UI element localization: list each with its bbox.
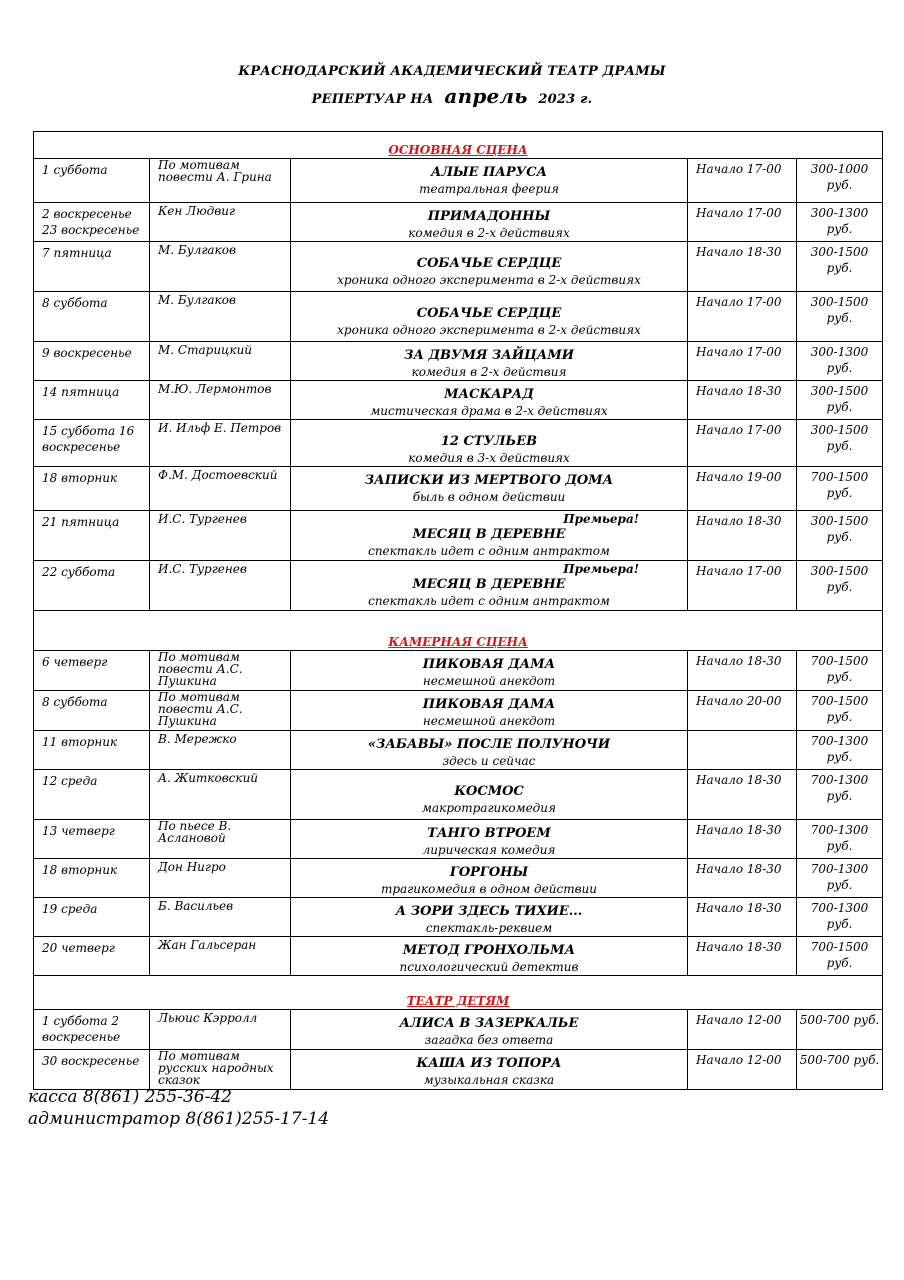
performance-date: 20 четверг: [34, 937, 150, 976]
author: М. Булгаков: [150, 292, 291, 342]
performance-cell: [291, 342, 688, 381]
performance-date: 13 четверг: [34, 820, 150, 859]
table-row: [34, 770, 883, 820]
performance-genre: мистическая драма в 2-х действиях: [370, 404, 608, 418]
start-time: Начало 12-00: [688, 1050, 797, 1090]
performance-date: 11 вторник: [34, 731, 150, 770]
performance-cell: [291, 820, 688, 859]
start-time: Начало 18-30: [688, 898, 797, 937]
performance-date: 1 суббота 2 воскресенье: [34, 1010, 150, 1050]
performance-title: СОБАЧЬЕ СЕРДЦЕ: [416, 306, 562, 321]
performance-title: МАСКАРАД: [444, 387, 534, 402]
performance-genre: лирическая комедия: [422, 843, 556, 857]
performance-date: 15 суббота 16 воскресенье: [34, 420, 150, 467]
performance-genre: музыкальная сказка: [423, 1073, 555, 1087]
performance-date: 8 суббота: [34, 691, 150, 731]
ticket-price: 300-1500 руб.: [797, 292, 883, 342]
author: И.С. Тургенев: [150, 561, 291, 611]
performance-title: ГОРГОНЫ: [449, 865, 529, 880]
performance-cell: [291, 731, 688, 770]
performance-title: «ЗАБАВЫ» ПОСЛЕ ПОЛУНОЧИ: [367, 737, 611, 752]
performance-genre: комедия в 2-х действиях: [408, 226, 570, 240]
performance-title: ЗАПИСКИ ИЗ МЕРТВОГО ДОМА: [364, 473, 614, 488]
performance-title: ТАНГО ВТРОЕМ: [427, 826, 551, 841]
ticket-price: 300-1300 руб.: [797, 203, 883, 242]
performance-genre: хроника одного эксперимента в 2-х действиях: [337, 273, 641, 287]
administrator-phone: администратор 8(861)255-17-14: [28, 1109, 330, 1129]
performance-date: 14 пятница: [34, 381, 150, 420]
table-row: [34, 859, 883, 898]
ticket-price: 300-1300 руб.: [797, 342, 883, 381]
performance-date: 6 четверг: [34, 651, 150, 691]
section-title: КАМЕРНАЯ СЦЕНА: [34, 611, 883, 651]
start-time: Начало 17-00: [688, 203, 797, 242]
author: Ф.М. Достоевский: [150, 467, 291, 511]
author: Дон Нигро: [150, 859, 291, 898]
start-time: Начало 19-00: [688, 467, 797, 511]
performance-genre: несмешной анекдот: [422, 714, 556, 728]
author: М.Ю. Лермонтов: [150, 381, 291, 420]
performance-date: 1 суббота: [34, 159, 150, 203]
ticket-price: 700-1300 руб.: [797, 731, 883, 770]
performance-title: А ЗОРИ ЗДЕСЬ ТИХИЕ...: [395, 904, 583, 919]
table-row: [34, 1010, 883, 1050]
performance-cell: [291, 691, 688, 731]
repertoire-year: 2023 г.: [538, 92, 593, 107]
start-time: Начало 18-30: [688, 242, 797, 292]
performance-cell: [291, 898, 688, 937]
performance-genre: быль в одном действии: [412, 490, 566, 504]
performance-title: КОСМОС: [454, 784, 524, 799]
performance-genre: спектакль идет с одним антрактом: [368, 594, 610, 608]
start-time: Начало 20-00: [688, 691, 797, 731]
author: Кен Людвиг: [150, 203, 291, 242]
author: По мотивам повести А.С. Пушкина: [150, 651, 291, 691]
start-time: Начало 12-00: [688, 1010, 797, 1050]
table-row: [34, 467, 883, 511]
start-time: Начало 17-00: [688, 292, 797, 342]
performance-cell: [291, 651, 688, 691]
table-row: [34, 937, 883, 976]
performance-title: АЛЫЕ ПАРУСА: [430, 165, 548, 180]
start-time: Начало 18-30: [688, 937, 797, 976]
author: М. Старицкий: [150, 342, 291, 381]
performance-genre: загадка без ответа: [424, 1033, 554, 1047]
performance-title: МЕСЯЦ В ДЕРЕВНЕ: [412, 527, 566, 542]
performance-genre: трагикомедия в одном действии: [380, 882, 598, 896]
table-row: [34, 731, 883, 770]
table-row: [34, 691, 883, 731]
repertoire-heading: [0, 84, 904, 108]
performance-date: 2 воскресенье 23 воскресенье: [34, 203, 150, 242]
section-header-row: [34, 976, 883, 1010]
performance-cell: [291, 770, 688, 820]
table-row: [34, 242, 883, 292]
start-time: Начало 18-30: [688, 381, 797, 420]
performance-date: 7 пятница: [34, 242, 150, 292]
performance-genre: макротрагикомедия: [422, 801, 556, 815]
ticket-price: 700-1300 руб.: [797, 770, 883, 820]
ticket-price: 300-1500 руб.: [797, 242, 883, 292]
performance-cell: [291, 937, 688, 976]
start-time: Начало 18-30: [688, 859, 797, 898]
performance-genre: хроника одного эксперимента в 2-х действиях: [337, 323, 641, 337]
performance-title: МЕТОД ГРОНХОЛЬМА: [402, 943, 576, 958]
table-row: [34, 342, 883, 381]
performance-title: АЛИСА В ЗАЗЕРКАЛЬЕ: [399, 1016, 579, 1031]
performance-date: 22 суббота: [34, 561, 150, 611]
performance-title: СОБАЧЬЕ СЕРДЦЕ: [416, 256, 562, 271]
author: В. Мережко: [150, 731, 291, 770]
author: По пьесе В. Аслановой: [150, 820, 291, 859]
performance-cell: [291, 561, 688, 611]
ticket-price: 700-1500 руб.: [797, 651, 883, 691]
start-time: Начало 18-30: [688, 651, 797, 691]
premiere-badge: Премьера!: [563, 562, 639, 576]
performance-genre: комедия в 3-х действиях: [408, 451, 570, 465]
performance-genre: спектакль-реквием: [425, 921, 553, 935]
table-row: [34, 381, 883, 420]
performance-date: 30 воскресенье: [34, 1050, 150, 1090]
author: М. Булгаков: [150, 242, 291, 292]
performance-date: 9 воскресенье: [34, 342, 150, 381]
performance-title: ПИКОВАЯ ДАМА: [422, 657, 556, 672]
ticket-price: 700-1300 руб.: [797, 820, 883, 859]
ticket-price: 300-1500 руб.: [797, 420, 883, 467]
performance-cell: [291, 242, 688, 292]
author: По мотивам повести А.С. Пушкина: [150, 691, 291, 731]
ticket-price: 300-1500 руб.: [797, 511, 883, 561]
ticket-price: 700-1500 руб.: [797, 937, 883, 976]
section-header-row: [34, 611, 883, 651]
table-row: [34, 898, 883, 937]
performance-cell: [291, 159, 688, 203]
box-office-phone: касса 8(861) 255-36-42: [28, 1087, 232, 1107]
start-time: Начало 17-00: [688, 159, 797, 203]
performance-genre: несмешной анекдот: [422, 674, 556, 688]
author: По мотивам русских народных сказок: [150, 1050, 291, 1090]
start-time: Начало 17-00: [688, 342, 797, 381]
performance-title: ЗА ДВУМЯ ЗАЙЦАМИ: [403, 348, 575, 363]
table-row: [34, 420, 883, 467]
premiere-badge: Премьера!: [563, 512, 639, 526]
author: И.С. Тургенев: [150, 511, 291, 561]
table-row: [34, 1050, 883, 1090]
ticket-price: 300-1500 руб.: [797, 381, 883, 420]
start-time: Начало 18-30: [688, 770, 797, 820]
table-row: [34, 159, 883, 203]
performance-cell: [291, 420, 688, 467]
performance-genre: театральная феерия: [419, 182, 559, 196]
performance-title: 12 СТУЛЬЕВ: [440, 434, 538, 449]
ticket-price: 300-1000 руб.: [797, 159, 883, 203]
table-row: [34, 820, 883, 859]
performance-title: КАША ИЗ ТОПОРА: [416, 1056, 562, 1071]
performance-date: 18 вторник: [34, 859, 150, 898]
performance-cell: [291, 859, 688, 898]
start-time: Начало 18-30: [688, 820, 797, 859]
performance-genre: спектакль идет с одним антрактом: [368, 544, 610, 558]
table-row: [34, 203, 883, 242]
table-row: [34, 651, 883, 691]
performance-cell: [291, 203, 688, 242]
start-time: Начало 17-00: [688, 561, 797, 611]
performance-cell: [291, 511, 688, 561]
performance-genre: психологический детектив: [399, 960, 579, 974]
author: И. Ильф Е. Петров: [150, 420, 291, 467]
ticket-price: 300-1500 руб.: [797, 561, 883, 611]
section-title: ТЕАТР ДЕТЯМ: [34, 976, 883, 1010]
ticket-price: 700-1300 руб.: [797, 859, 883, 898]
ticket-price: 500-700 руб.: [797, 1010, 883, 1050]
table-row: [34, 561, 883, 611]
author: По мотивам повести А. Грина: [150, 159, 291, 203]
performance-cell: [291, 1010, 688, 1050]
performance-title: ПИКОВАЯ ДАМА: [422, 697, 556, 712]
author: А. Житковский: [150, 770, 291, 820]
performance-date: 12 среда: [34, 770, 150, 820]
section-header-row: [34, 132, 883, 159]
repertoire-table: [33, 131, 883, 1090]
performance-cell: [291, 292, 688, 342]
performance-cell: [291, 381, 688, 420]
performance-date: 19 среда: [34, 898, 150, 937]
section-title: ОСНОВНАЯ СЦЕНА: [34, 132, 883, 159]
performance-genre: здесь и сейчас: [442, 754, 536, 768]
ticket-price: 700-1300 руб.: [797, 898, 883, 937]
performance-cell: [291, 467, 688, 511]
author: Б. Васильев: [150, 898, 291, 937]
performance-date: 8 суббота: [34, 292, 150, 342]
author: Жан Гальсеран: [150, 937, 291, 976]
repertoire-month: апрель: [444, 84, 528, 108]
table-row: [34, 292, 883, 342]
ticket-price: 700-1500 руб.: [797, 691, 883, 731]
table-row: [34, 511, 883, 561]
ticket-price: 500-700 руб.: [797, 1050, 883, 1090]
start-time: Начало 18-30: [688, 511, 797, 561]
repertoire-prefix: РЕПЕРТУАР НА: [311, 92, 434, 107]
theatre-name: КРАСНОДАРСКИЙ АКАДЕМИЧЕСКИЙ ТЕАТР ДРАМЫ: [238, 64, 666, 79]
performance-title: ПРИМАДОННЫ: [427, 209, 551, 224]
start-time: [688, 731, 797, 770]
performance-genre: комедия в 2-х действия: [411, 365, 567, 379]
start-time: Начало 17-00: [688, 420, 797, 467]
author: Льюис Кэрролл: [150, 1010, 291, 1050]
performance-cell: [291, 1050, 688, 1090]
performance-date: 18 вторник: [34, 467, 150, 511]
performance-title: МЕСЯЦ В ДЕРЕВНЕ: [412, 577, 566, 592]
ticket-price: 700-1500 руб.: [797, 467, 883, 511]
performance-date: 21 пятница: [34, 511, 150, 561]
